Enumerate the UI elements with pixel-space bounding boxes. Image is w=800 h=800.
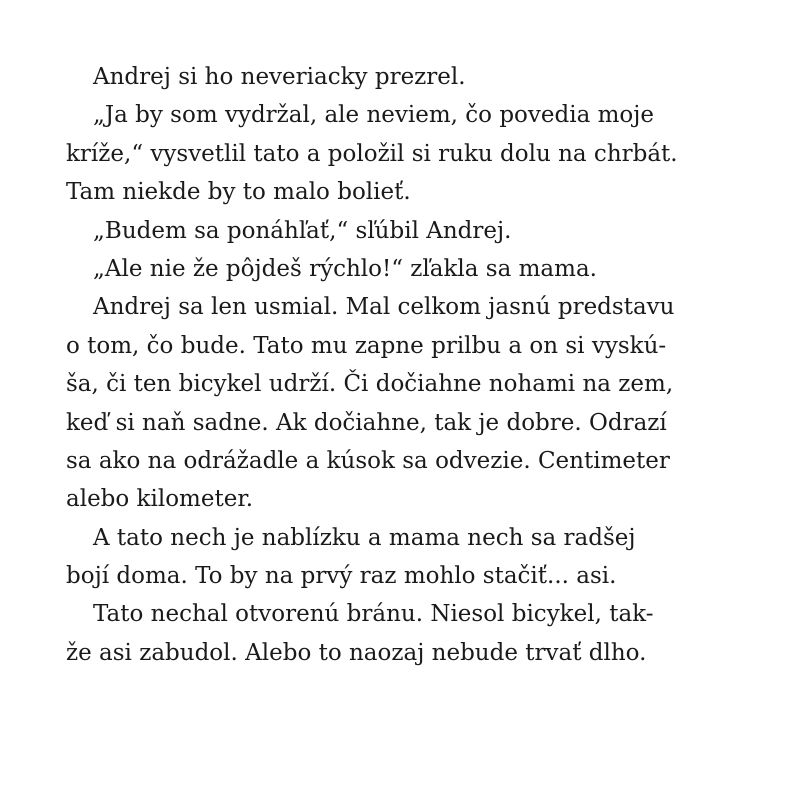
text-line: „Ale nie že pôjdeš rýchlo!“ zľakla sa mama.: [93, 255, 597, 282]
text-line: bojí doma. To by na prvý raz mohlo stačiť... asi.: [66, 563, 617, 590]
text-line: kríže,“ vysvetlil tato a položil si ruku dolu na chrbát.: [66, 140, 678, 167]
text-line: ša, či ten bicykel udrží. Či dočiahne nohami na zem,: [66, 371, 674, 398]
text-line: „Budem sa ponáhľať,“ sľúbil Andrej.: [93, 217, 512, 244]
text-line: sa ako na odrážadle a kúsok sa odvezie. Centimeter: [66, 447, 670, 474]
text-line: keď si naň sadne. Ak dočiahne, tak je dobre. Odrazí: [66, 409, 667, 436]
text-line: Andrej si ho neveriacky prezrel.: [93, 64, 466, 90]
text-line: alebo kilometer.: [66, 486, 254, 513]
text-line: „Ja by som vydržal, ale neviem, čo povedia moje: [93, 102, 654, 129]
text-line: A tato nech je nablízku a mama nech sa radšej: [93, 524, 636, 551]
text-line: že asi zabudol. Alebo to naozaj nebude trvať dlho.: [66, 639, 647, 666]
text-line: Andrej sa len usmial. Mal celkom jasnú predstavu: [93, 294, 675, 321]
text-line: o tom, čo bude. Tato mu zapne prilbu a on si vyskú-: [66, 332, 667, 359]
text-line: Tam niekde by to malo bolieť.: [66, 179, 411, 206]
text-line: Tato nechal otvorenú bránu. Niesol bicykel, tak-: [93, 601, 654, 628]
body-text: [66, 58, 746, 672]
